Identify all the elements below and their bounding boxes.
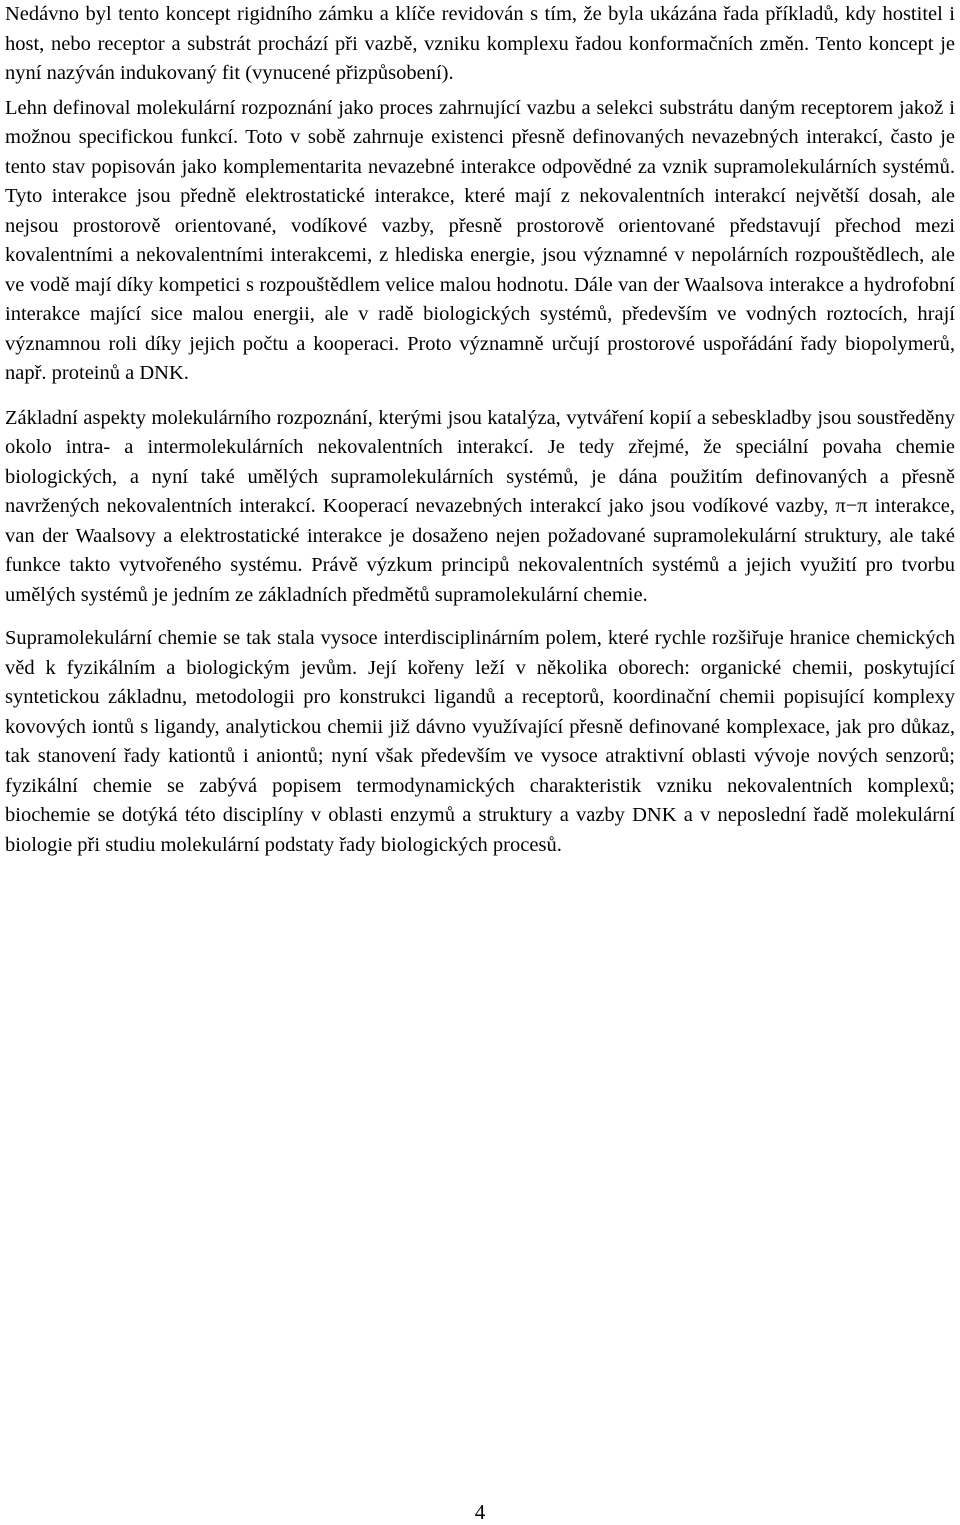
paragraph-4: Supramolekulární chemie se tak stala vysoce interdisciplinárním polem, které rychle rozšiřuje hranice chemických věd k fyzikálním a biologickým jevům. Její kořeny leží v několika oborech: organické chemii, poskytující syntetickou základnu, metodologii pro konstrukci ligandů a receptorů, koordinační chemii popisující komplexy kovových iontů s ligandy, analytickou chemii již dávno využívající přesně definované komplexace, jak pro důkaz, tak stanovení řady kationtů i aniontů; nyní však především ve vysoce atraktivní oblasti vývoje nových senzorů; fyzikální chemie se zabývá popisem termodynamických charakteristik vzniku nekovalentních komplexů; biochemie se dotýká této disciplíny v oblasti enzymů a struktury a vazby DNK a v neposlední řadě molekulární biologie při studiu molekulární podstaty řady biologických procesů.	[5, 627, 955, 856]
paragraph-1: Nedávno byl tento koncept rigidního zámku a klíče revidován s tím, že byla ukázána řada příkladů, kdy hostitel i host, nebo receptor a substrát prochází při vazbě, vzniku komplexu řadou konformačních změn. Tento koncept je nyní nazýván indukovaný fit (vynucené přizpůsobení).	[5, 3, 955, 84]
document-page	[5, 0, 955, 860]
page-number: 4	[474, 1500, 486, 1524]
paragraph-2: Lehn definoval molekulární rozpoznání jako proces zahrnující vazbu a selekci substrátu daným receptorem jakož i možnou specifickou funkcí. Toto v sobě zahrnuje existenci přesně definovaných nevazebných interakcí, často je tento stav popisován jako komplementarita nevazebné interakce odpovědné za vznik supramolekulárních systémů. Tyto interakce jsou předně elektrostatické interakce, které mají z nekovalentních interakcí největší dosah, ale nejsou prostorově orientované, vodíkové vazby, přesně prostorově orientované představují přechod mezi kovalentními a nekovalentními interakcemi, z hlediska energie, jsou významné v nepolárních rozpouštědlech, ale ve vodě mají díky kompetici s rozpouštědlem velice malou hodnotu. Dále van der Waalsova interakce a hydrofobní interakce mající sice malou energii, ale v radě biologických systémů, především ve vodných roztocích, hrají významnou roli díky jejich počtu a kooperaci. Proto významně určují prostorové uspořádání řady biopolymerů, např. proteinů a DNK.	[5, 96, 955, 384]
paragraph-3: Základní aspekty molekulárního rozpoznání, kterými jsou katalýza, vytváření kopií a sebeskladby jsou soustředěny okolo intra- a intermolekulárních nekovalentních interakcí. Je tedy zřejmé, že speciální povaha chemie biologických, a nyní také umělých supramolekulárních systémů, je dána použitím definovaných a přesně navržených nekovalentních interakcí. Kooperací nevazebných interakcí jako jsou vodíkové vazby, π−π interakce, van der Waalsovy a elektrostatické interakce je dosaženo nejen požadované supramolekulární struktury, ale také funkce takto vytvořeného systému. Právě výzkum principů nekovalentních systémů a jejich využití pro tvorbu umělých systémů je jedním ze základních předmětů supramolekulární chemie.	[5, 406, 955, 606]
